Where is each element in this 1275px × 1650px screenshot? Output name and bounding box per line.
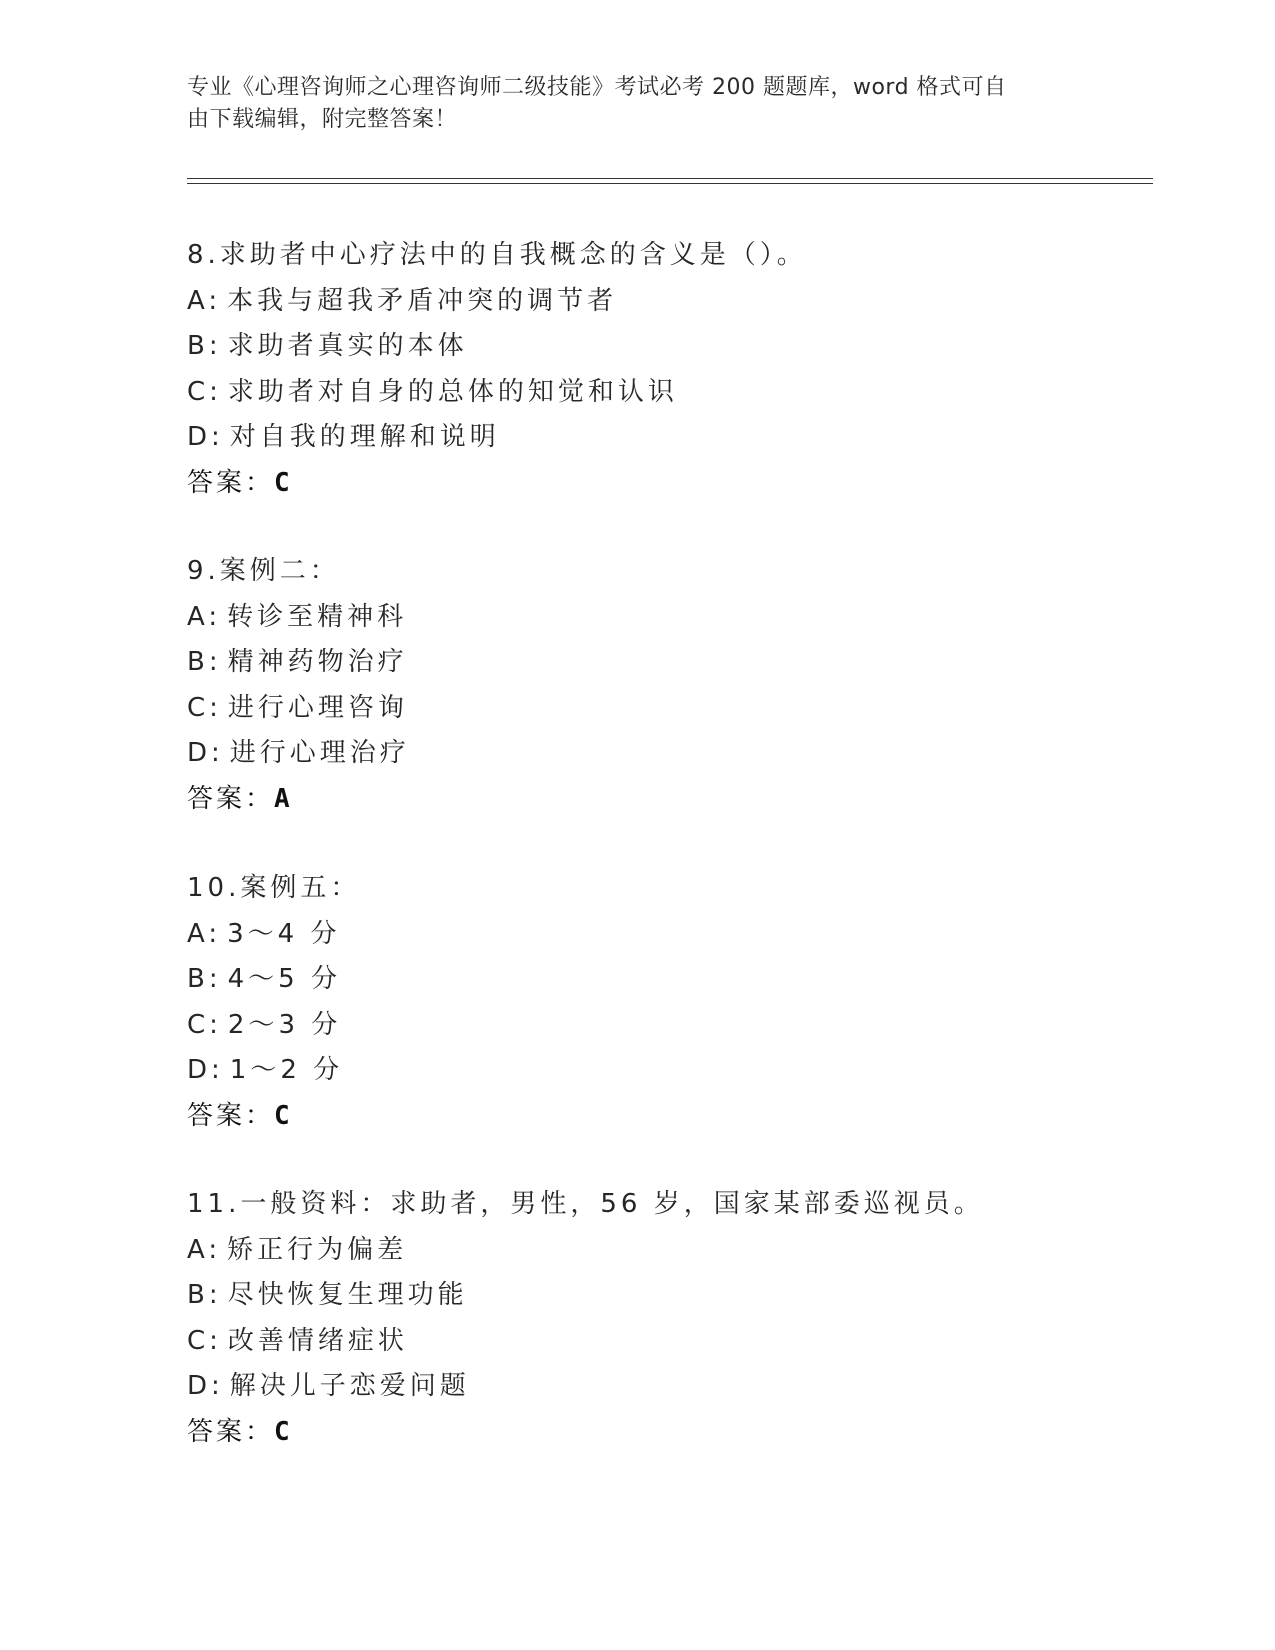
option-c	[187, 370, 1147, 416]
option-letter: C:	[187, 376, 222, 407]
answer-value: A	[274, 783, 293, 814]
answer-line	[187, 777, 1147, 823]
answer-label: 答案：	[187, 1100, 275, 1131]
option-text: 矫正行为偏差	[227, 1234, 408, 1265]
option-b	[187, 957, 1147, 1003]
option-text: 解决儿子恋爱问题	[229, 1371, 470, 1401]
option-d	[187, 415, 1147, 461]
option-text: 1～2 分	[229, 1055, 344, 1085]
option-text: 求助者对自身的总体的知觉和认识	[227, 376, 678, 407]
option-b	[187, 324, 1147, 370]
option-text: 2～3 分	[227, 1009, 342, 1040]
option-text: 尽快恢复生理功能	[227, 1280, 468, 1310]
question-stem: 10.案例五：	[187, 873, 361, 903]
answer-label: 答案：	[187, 1416, 275, 1447]
option-c	[187, 1319, 1147, 1365]
option-letter: D:	[187, 422, 224, 452]
option-letter: D:	[187, 1371, 224, 1401]
question-block	[187, 866, 1147, 1139]
question-stem: 9.案例二：	[187, 556, 340, 586]
option-text: 3～4 分	[227, 918, 341, 949]
option-text: 进行心理咨询	[227, 692, 408, 723]
option-d	[187, 731, 1147, 777]
answer-line	[187, 1094, 1147, 1140]
header-line-2: 由下载编辑，附完整答案！	[187, 107, 458, 132]
answer-line	[187, 461, 1147, 507]
answer-value: C	[274, 467, 293, 498]
answer-value: C	[274, 1100, 293, 1131]
option-text: 求助者真实的本体	[227, 331, 468, 361]
question-block	[187, 233, 1147, 506]
header-line-1: 专业《心理咨询师之心理咨询师二级技能》考试必考 200 题题库，word 格式可自	[187, 75, 1007, 100]
option-letter: A:	[187, 601, 222, 632]
answer-label: 答案：	[187, 783, 275, 814]
option-letter: D:	[187, 738, 224, 768]
option-letter: B:	[187, 964, 222, 994]
answer-line	[187, 1410, 1147, 1456]
option-a	[187, 279, 1147, 325]
option-text: 对自我的理解和说明	[229, 422, 500, 452]
option-letter: C:	[187, 692, 222, 723]
option-text: 进行心理治疗	[229, 738, 410, 768]
option-a	[187, 595, 1147, 641]
option-d	[187, 1364, 1147, 1410]
option-a	[187, 912, 1147, 958]
option-letter: A:	[187, 285, 222, 316]
option-text: 本我与超我矛盾冲突的调节者	[227, 285, 618, 316]
option-letter: A:	[187, 918, 222, 949]
option-letter: C:	[187, 1009, 222, 1040]
option-c	[187, 686, 1147, 732]
option-letter: B:	[187, 1280, 222, 1310]
option-letter: C:	[187, 1325, 222, 1356]
option-letter: A:	[187, 1234, 222, 1265]
answer-value: C	[274, 1416, 293, 1447]
option-text: 改善情绪症状	[227, 1325, 408, 1356]
option-c	[187, 1003, 1147, 1049]
option-d	[187, 1048, 1147, 1094]
question-block	[187, 549, 1147, 822]
option-a	[187, 1228, 1147, 1274]
header-divider-bottom	[187, 183, 1153, 184]
answer-label: 答案：	[187, 467, 275, 498]
option-letter: D:	[187, 1055, 224, 1085]
question-stem: 11.一般资料：求助者，男性，56 岁，国家某部委巡视员。	[187, 1189, 984, 1219]
header-divider-top	[187, 178, 1153, 179]
option-text: 4～5 分	[227, 964, 341, 994]
option-b	[187, 640, 1147, 686]
option-b	[187, 1273, 1147, 1319]
option-letter: B:	[187, 647, 222, 677]
option-text: 精神药物治疗	[227, 647, 408, 677]
question-stem: 8.求助者中心疗法中的自我概念的含义是（）。	[187, 240, 807, 270]
option-text: 转诊至精神科	[227, 601, 408, 632]
document-header	[187, 72, 1067, 136]
question-block	[187, 1182, 1147, 1455]
option-letter: B:	[187, 331, 222, 361]
